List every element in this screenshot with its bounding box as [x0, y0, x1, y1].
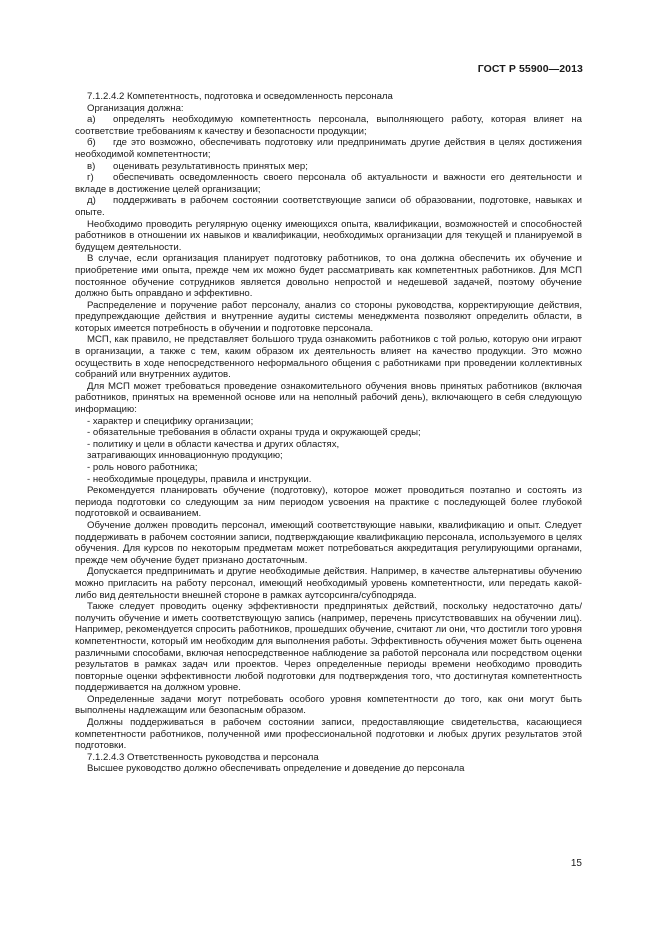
- section-title: 7.1.2.4.2 Компетентность, подготовка и осведомленность персонала: [87, 91, 393, 102]
- paragraph: Распределение и поручение работ персоналу, анализ со стороны руководства, корректирующие действия, предупреждающие действия и внутренние аудиты системы менеджмента позволяют определить области, в которых имеется потребность в обучении и подготовке персонала.: [75, 299, 582, 334]
- paragraph: Обучение должен проводить персонал, имеющий соответствующие навыки, квалификацию и опыт. Следует поддерживать в рабочем состоянии записи, подтверждающие квалификацию персонала, используемого в целях обучения. Для курсов по некоторым предметам может потребоваться аккредитация регулирующими органами, прежде чем обучение будет признано достаточным.: [75, 519, 582, 566]
- info-list-item: - политику и цели в области качества и других областях,: [87, 438, 340, 450]
- list-item: [75, 195, 582, 218]
- section-intro: Организация должна:: [87, 102, 184, 114]
- paragraph: Допускается предпринимать и другие необходимые действия. Например, в качестве альтернативы обучению можно пригласить на работу персонал, имеющий необходимый уровень компетентности, или передать какой-либо вид деятельности внешней стороне в рамках аутсорсинга/субподряда.: [75, 566, 582, 601]
- paragraph: Для МСП может требоваться проведение ознакомительного обучения вновь принятых работников (включая работников, принятых на временной основе или на неполный рабочий день), включающего в себя следующую информацию:: [75, 380, 582, 416]
- list-item: [75, 114, 582, 137]
- list-item-text: где это возможно, обеспечивать подготовку или предпринимать другие действия в целях достижения необходимой компетентности;: [75, 137, 582, 160]
- paragraph: Необходимо проводить регулярную оценку имеющихся опыта, квалификации, возможностей и способностей работников в отношении их навыков и квалификации, необходимых организации для текущей и планируемой в будущем деятельности.: [75, 218, 582, 253]
- list-marker: г): [87, 172, 94, 184]
- info-list-item: - характер и специфику организации;: [87, 415, 254, 427]
- paragraph: Должны поддерживаться в рабочем состоянии записи, предоставляющие свидетельства, касающиеся компетентности работников, полученной ими профессиональной подготовки и любых других результатов этой подготовки.: [75, 717, 582, 752]
- list-marker: б): [87, 137, 96, 149]
- info-list-item: - необходимые процедуры, правила и инструкции.: [87, 473, 312, 485]
- page-number: 15: [570, 858, 582, 869]
- paragraph: Высшее руководство должно обеспечивать определение и доведение до персонала: [87, 763, 465, 775]
- list-item: [75, 137, 582, 160]
- list-marker: в): [87, 160, 96, 172]
- info-list-item: - роль нового работника;: [87, 462, 198, 473]
- paragraph: Рекомендуется планировать обучение (подготовку), которое может проводиться поэтапно и состоять из периода подготовки со следующим за ним периодом усвоения на практике с последующей более глубокой подготовкой и осваиванием.: [75, 485, 582, 520]
- standard-header: ГОСТ Р 55900—2013: [477, 63, 583, 75]
- list-item-text: поддерживать в рабочем состоянии соответствующие записи об образовании, подготовке, навыках и опыте.: [75, 195, 582, 218]
- document-body: [75, 91, 582, 775]
- info-list-item: затрагивающих инновационную продукцию;: [87, 450, 283, 462]
- list-item-text: оценивать результативность принятых мер;: [113, 160, 308, 172]
- paragraph: В случае, если организация планирует подготовку работников, то она должна обеспечить их обучение и приобретение ими опыта, прежде чем их можно будет рассматривать как компетентных работников. Для МСП постоянное обучение сотрудников является довольно непростой и недешевой задачей, поэтому обучение должно быть оправдано и эффективно.: [75, 253, 582, 300]
- list-marker: а): [87, 114, 96, 126]
- paragraph: МСП, как правило, не представляет большого труда ознакомить работников с той ролью, которую они играют в организации, а также с тем, каким образом их деятельность влияет на качество продукции. Это можно осуществить в ходе непосредственного неформального общения с работниками при проведении коллективных собраний или внутренних аудитов.: [75, 334, 582, 381]
- list-item-text: определять необходимую компетентность персонала, выполняющего работу, которая влияет на соответствие требованиям к качеству и безопасности продукции;: [75, 114, 582, 137]
- list-marker: д): [87, 195, 96, 207]
- list-item: [75, 172, 582, 195]
- info-list-item: - обязательные требования в области охраны труда и окружающей среды;: [87, 427, 421, 439]
- section-title: 7.1.2.4.3 Ответственность руководства и персонала: [87, 751, 319, 763]
- list-item: [75, 161, 582, 173]
- paragraph: Определенные задачи могут потребовать особого уровня компетентности до того, как они могут быть выполнены надлежащим или безопасным образом.: [75, 693, 582, 717]
- list-item-text: обеспечивать осведомленность своего персонала об актуальности и важности его деятельности и вкладе в достижение целей организации;: [75, 172, 582, 195]
- paragraph: Также следует проводить оценку эффективности предпринятых действий, поскольку недостаточно дать/получить обучение и иметь соответствующую запись (например, перечень присутствовавших на обучении лиц). Например, рекомендуется спросить работников, прошедших обучение, считают ли они, что достигли того уровня компетентности, который им необходим для выполнения работы. Эффективность обучения может быть оценена различными способами, включая непосредственное наблюдение за работой персонала или посредством оценки результатов в рамках задач или проектов. Через определенные периоды времени необходимо проводить повторные оценки эффективности любой подготовки для подтверждения того, что достигнутая компетентность поддерживается на должном уровне.: [75, 601, 582, 694]
